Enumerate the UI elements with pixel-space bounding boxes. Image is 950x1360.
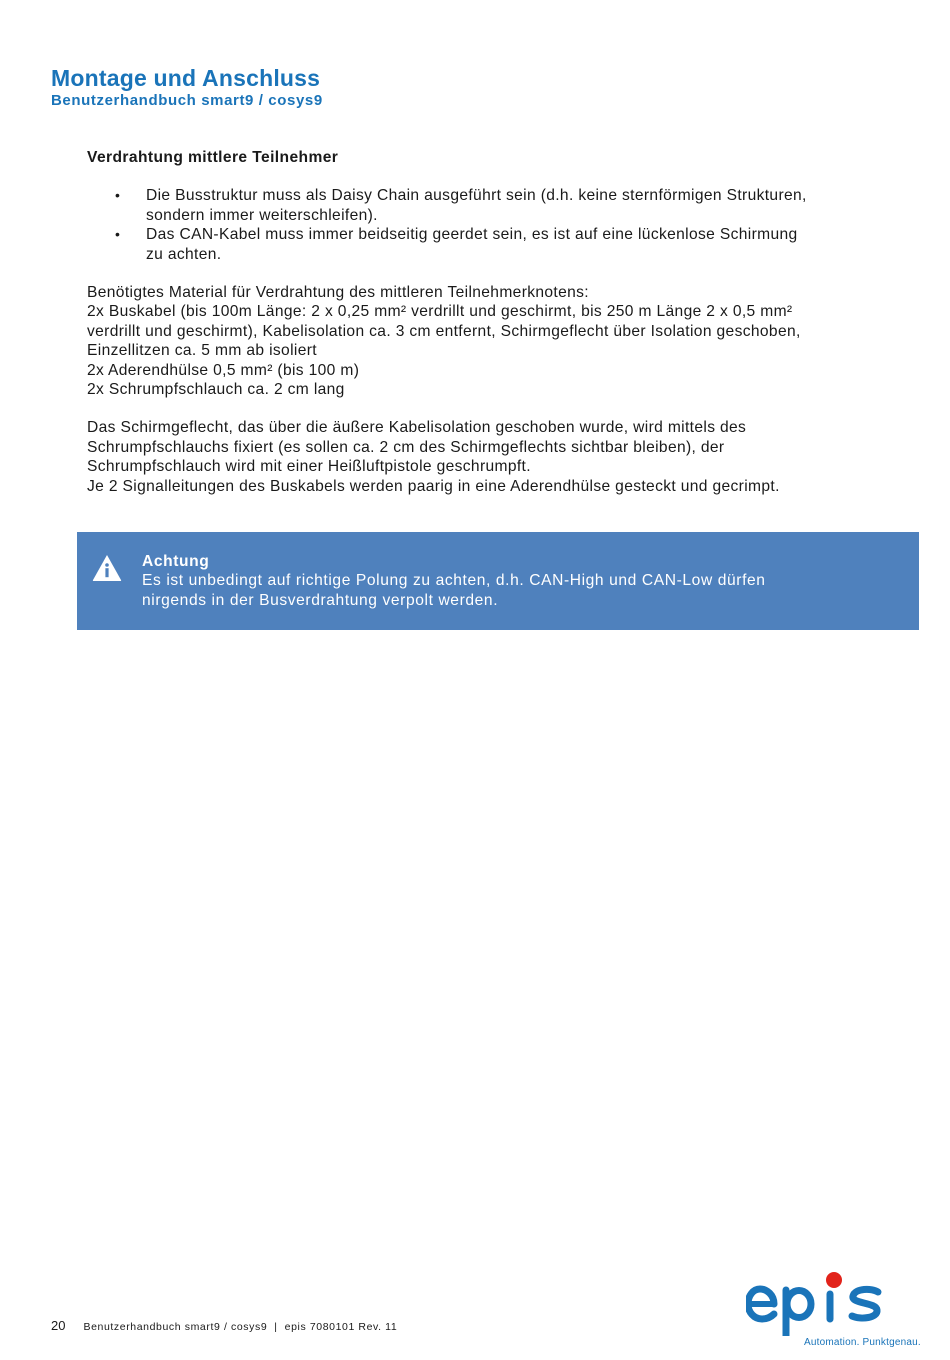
list-item	[87, 225, 917, 264]
bullet-text: Die Busstruktur muss als Daisy Chain ausgeführt sein (d.h. keine sternförmigen Strukturen,	[146, 187, 807, 205]
paragraph-line: Benötigtes Material für Verdrahtung des mittleren Teilnehmerknotens:	[87, 284, 589, 302]
paragraph-line: Einzellitzen ca. 5 mm ab isoliert	[87, 342, 317, 360]
epis-logo-mark	[746, 1270, 916, 1336]
main-content	[87, 148, 917, 515]
warning-callout	[77, 532, 919, 630]
warning-info-icon	[92, 554, 122, 582]
callout-line: Es ist unbedingt auf richtige Polung zu achten, d.h. CAN-High und CAN-Low dürfen	[142, 572, 766, 590]
paragraph-line: 2x Aderendhülse 0,5 mm² (bis 100 m)	[87, 361, 360, 379]
paragraph-line: 2x Buskabel (bis 100m Länge: 2 x 0,25 mm² verdrillt und geschirmt, bis 250 m Länge 2 x 0,5 mm²	[87, 303, 793, 321]
page-footer	[51, 1318, 397, 1333]
paragraph-line: Schrumpfschlauch wird mit einer Heißluftpistole geschrumpft.	[87, 458, 531, 476]
chapter-title: Montage und Anschluss	[51, 65, 321, 91]
page-header	[51, 64, 323, 110]
material-paragraph	[87, 283, 917, 399]
paragraph-line: Schrumpfschlauchs fixiert (es sollen ca. 2 cm des Schirmgeflechts sichtbar bleiben), der	[87, 438, 725, 456]
callout-line: nirgends in der Busverdrahtung verpolt werden.	[142, 591, 499, 609]
bullet-text: zu achten.	[146, 245, 222, 263]
manual-subtitle: Benutzerhandbuch smart9 / cosys9	[51, 92, 323, 109]
bullet-text: Das CAN-Kabel muss immer beidseitig geerdet sein, es ist auf eine lückenlose Schirmung	[146, 226, 798, 244]
bullet-text: sondern immer weiterschleifen).	[146, 206, 378, 224]
callout-text	[142, 552, 902, 610]
page-number: 20	[51, 1318, 66, 1333]
bullet-icon: •	[115, 187, 121, 204]
paragraph-line: Das Schirmgeflecht, das über die äußere Kabelisolation geschoben wurde, wird mittels des	[87, 419, 747, 437]
bullet-icon: •	[115, 226, 121, 243]
list-item	[87, 186, 917, 225]
logo-tagline: Automation. Punktgenau.	[804, 1337, 921, 1348]
section-heading: Verdrahtung mittlere Teilnehmer	[87, 149, 339, 166]
epis-logo	[746, 1270, 921, 1354]
paragraph-line: Je 2 Signalleitungen des Buskabels werden paarig in eine Aderendhülse gesteckt und gecrimpt.	[87, 477, 780, 495]
paragraph-line: 2x Schrumpfschlauch ca. 2 cm lang	[87, 381, 345, 399]
instructions-paragraph	[87, 418, 917, 496]
paragraph-line: verdrillt und geschirmt), Kabelisolation ca. 3 cm entfernt, Schirmgeflecht über Isolation geschoben,	[87, 322, 801, 340]
bullet-list	[87, 186, 917, 264]
callout-title: Achtung	[142, 553, 210, 570]
footer-text: Benutzerhandbuch smart9 / cosys9 | epis 7080101 Rev. 11	[83, 1321, 398, 1333]
